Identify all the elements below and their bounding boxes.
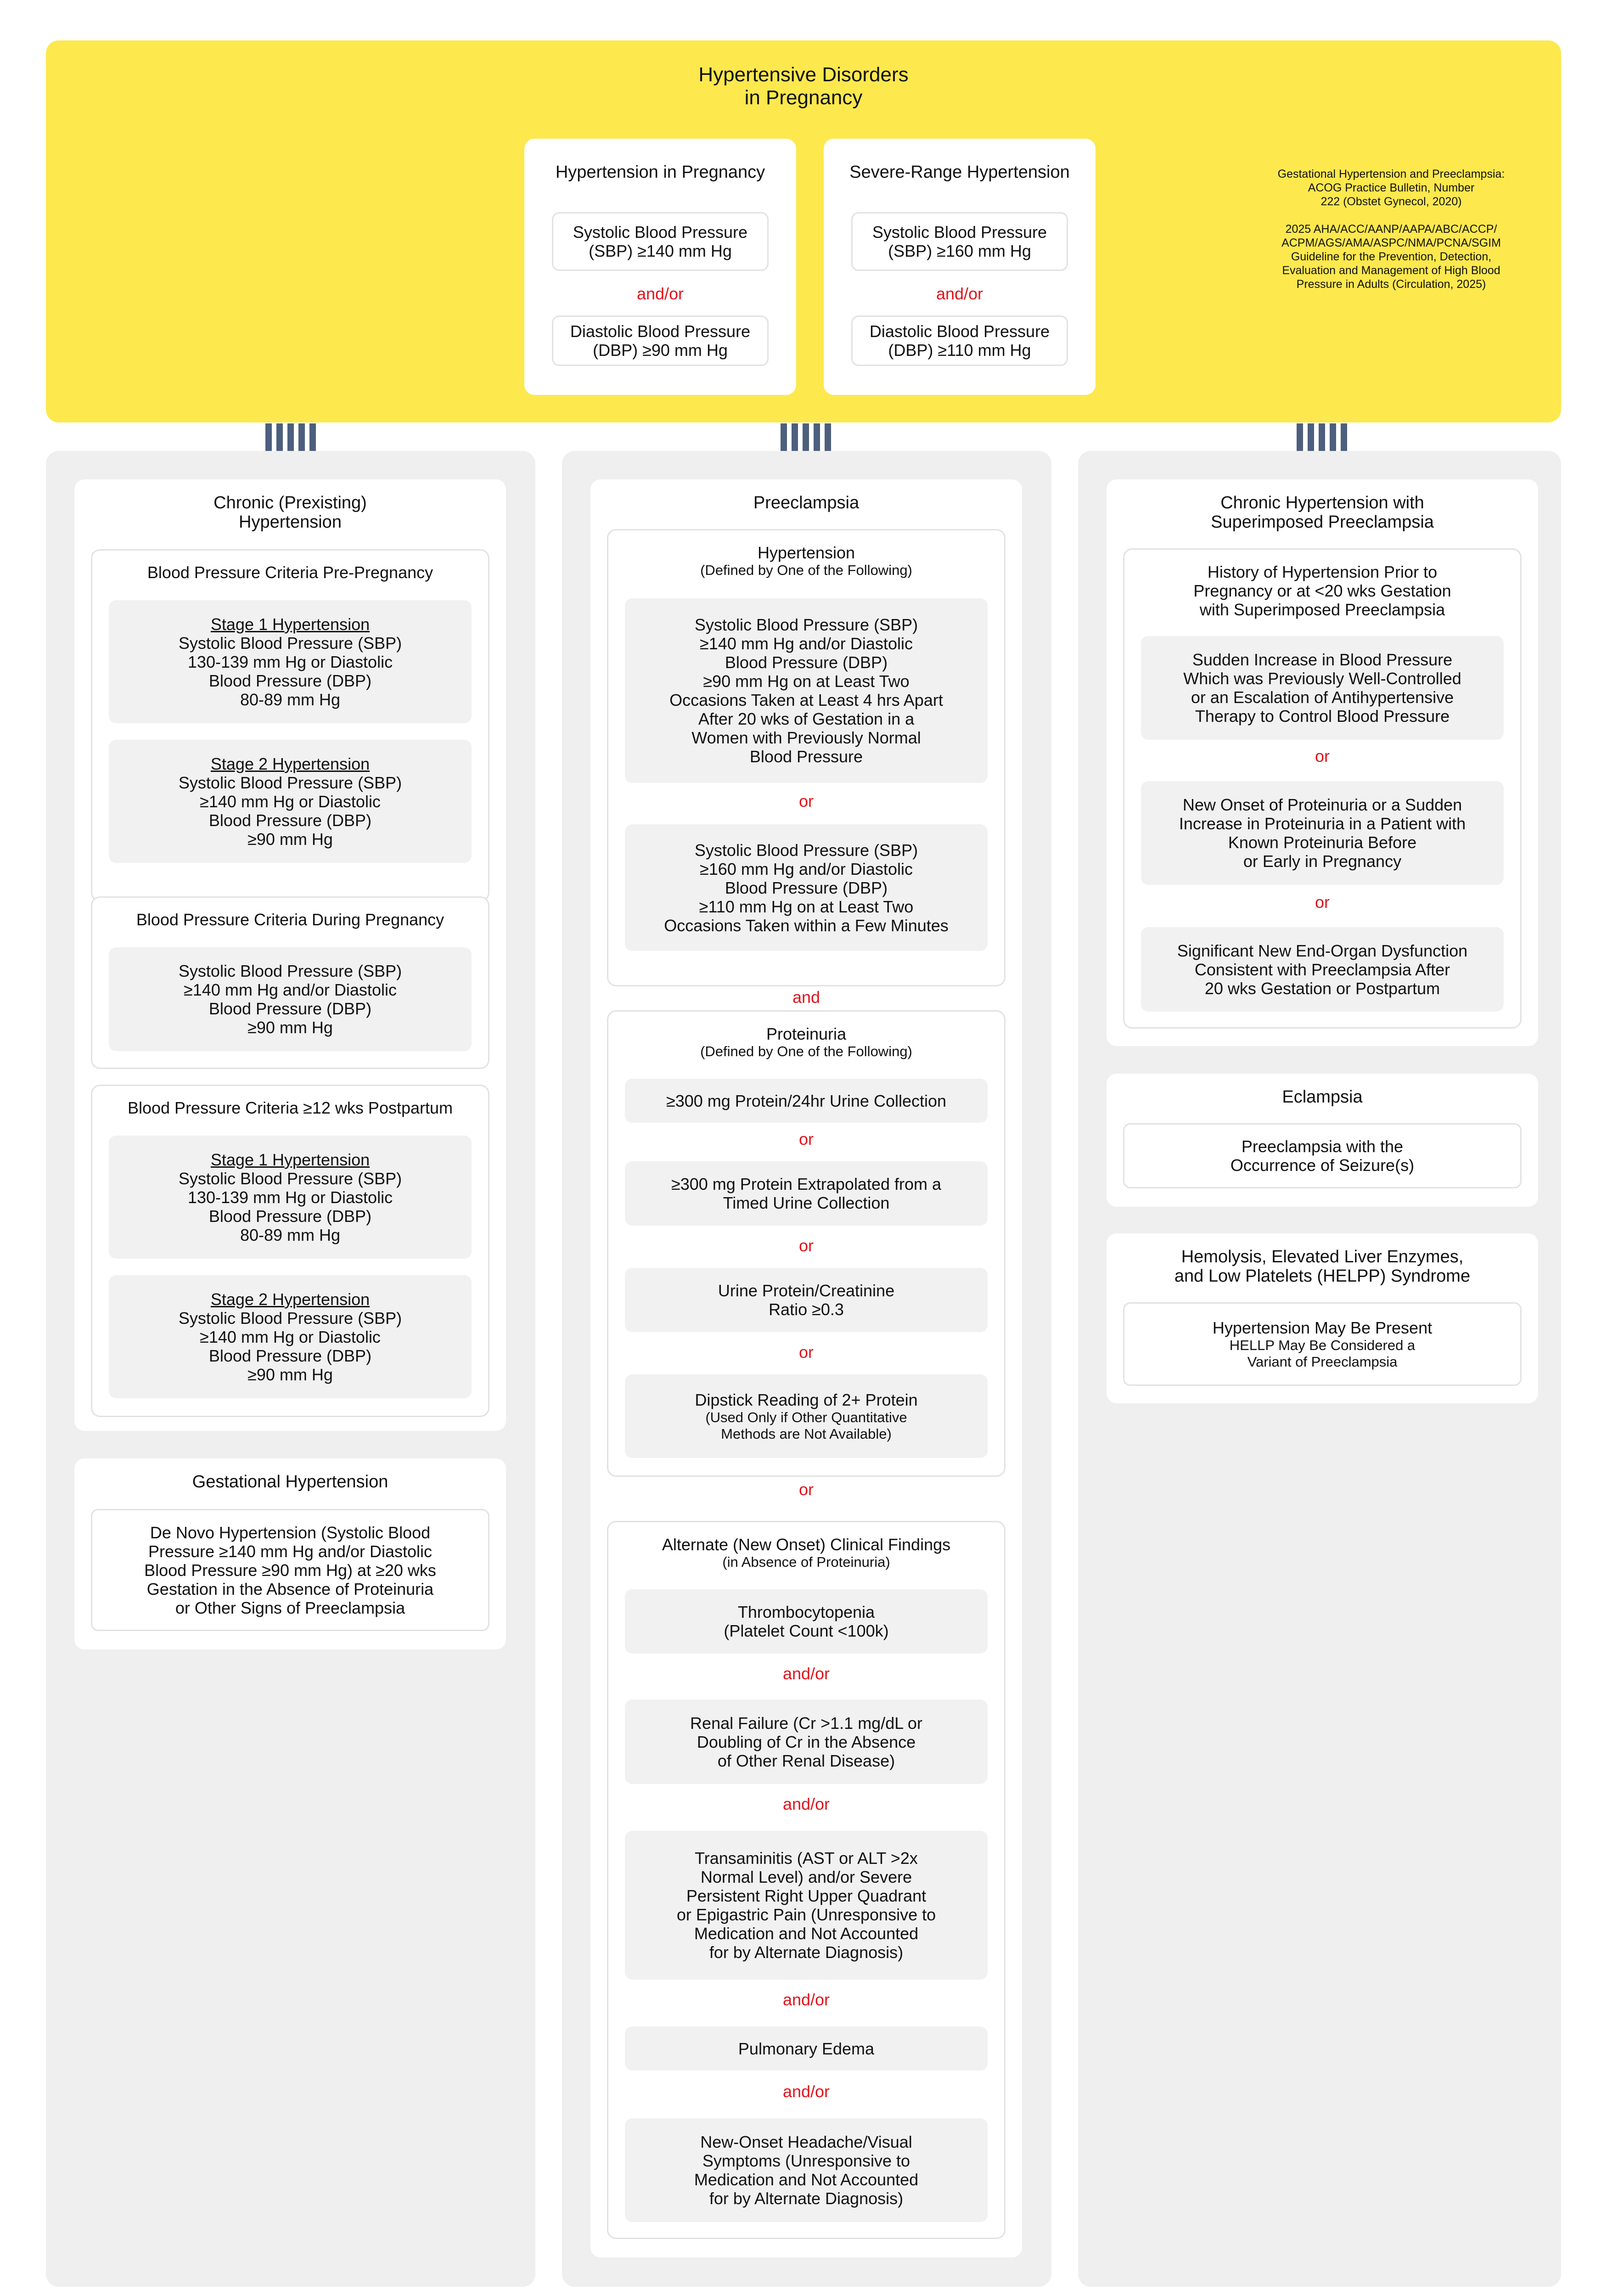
reference-acog: Gestational Hypertension and Preeclampsia: ACOG Practice Bulletin, Number 222 (Obstet Gynecol, 2020): [1277, 168, 1505, 208]
main-title: Hypertensive Disorders in Pregnancy: [698, 63, 909, 109]
hypertension-header: Hypertension (Defined by One of the Following): [700, 543, 912, 578]
alternate-headache-visual: New-Onset Headache/Visual Symptoms (Unresponsive to Medication and Not Accounted for by Alternate Diagnosis): [625, 2118, 988, 2222]
superimposed-criteria-title: History of Hypertension Prior to Pregnancy or at <20 wks Gestation with Superimposed Preeclampsia: [1193, 563, 1451, 619]
during-pregnancy-criteria: [91, 896, 489, 1069]
sbp-box: Systolic Blood Pressure (SBP) ≥140 mm Hg: [552, 212, 769, 271]
connector-or: or: [798, 1343, 814, 1362]
superimposed-preeclampsia-card: [1107, 479, 1538, 1046]
hypertension-option-1: Systolic Blood Pressure (SBP) ≥140 mm Hg and/or Diastolic Blood Pressure (DBP) ≥90 mm Hg on at Least Two Occasions Taken at Least 4 hrs Apart After 20 wks of Gestation in a Women with Previously Normal Blood Pressure: [625, 598, 988, 783]
connector-stripes-right: [1297, 423, 1347, 451]
alternate-thrombocytopenia: Thrombocytopenia (Platelet Count <100k): [625, 1589, 988, 1654]
hellp-box: Hypertension May Be Present HELLP May Be Considered a Variant of Preeclampsia: [1123, 1302, 1522, 1386]
superimposed-option-3: Significant New End-Organ Dysfunction Consistent with Preeclampsia After 20 wks Gestation or Postpartum: [1141, 927, 1504, 1012]
connector-and-or: and/or: [782, 1990, 830, 2009]
reference-aha: 2025 AHA/ACC/AANP/AAPA/ABC/ACCP/ ACPM/AGS/AMA/ASPC/NMA/PCNA/SGIM Guideline for the Prevention, Detection, Evaluation and Management of High Blood Pressure in Adults (Circulation, 2025): [1281, 223, 1501, 291]
connector-or: or: [798, 1236, 814, 1255]
alternate-pulmonary-edema: Pulmonary Edema: [625, 2026, 988, 2071]
hypertension-option-2: Systolic Blood Pressure (SBP) ≥160 mm Hg and/or Diastolic Blood Pressure (DBP) ≥110 mm Hg on at Least Two Occasions Taken within a Few Minutes: [625, 824, 988, 951]
stage1-box: Stage 1 Hypertension Systolic Blood Pressure (SBP) 130-139 mm Hg or Diastolic Blood Pressure (DBP) 80-89 mm Hg: [109, 600, 472, 723]
eclampsia-box: Preeclampsia with the Occurrence of Seizure(s): [1123, 1123, 1522, 1188]
connector-stripes-center: [781, 423, 831, 451]
connector-and-or: and/or: [782, 2082, 830, 2101]
connector-or: or: [1315, 893, 1330, 912]
preeclampsia-proteinuria: [607, 1010, 1006, 1477]
hellp-title: Hemolysis, Elevated Liver Enzymes, and Low Platelets (HELPP) Syndrome: [1174, 1247, 1471, 1286]
proteinuria-option-2: ≥300 mg Protein Extrapolated from a Timed Urine Collection: [625, 1161, 988, 1226]
alternate-renal-failure: Renal Failure (Cr >1.1 mg/dL or Doubling of Cr in the Absence of Other Renal Disease): [625, 1699, 988, 1784]
connector-and-or: and/or: [936, 284, 983, 303]
preeclampsia-card: [590, 479, 1022, 2257]
gestational-hypertension-box: De Novo Hypertension (Systolic Blood Pressure ≥140 mm Hg and/or Diastolic Blood Pressure ≥90 mm Hg) at ≥20 wks Gestation in the Absence of Proteinuria or Other Signs of Preeclampsia: [91, 1509, 489, 1631]
superimposed-criteria: [1123, 548, 1522, 1029]
proteinuria-option-4: Dipstick Reading of 2+ Protein (Used Only if Other Quantitative Methods are Not Available): [625, 1374, 988, 1458]
superimposed-option-2: New Onset of Proteinuria or a Sudden Increase in Proteinuria in a Patient with Known Proteinuria Before or Early in Pregnancy: [1141, 781, 1504, 885]
during-pregnancy-title: Blood Pressure Criteria During Pregnancy: [136, 910, 444, 929]
dbp-box: Diastolic Blood Pressure (DBP) ≥90 mm Hg: [552, 315, 769, 366]
eclampsia-title: Eclampsia: [1282, 1087, 1363, 1107]
hypertension-in-pregnancy-card: [524, 139, 796, 395]
pre-pregnancy-criteria: [91, 549, 489, 902]
chronic-hypertension-card: [74, 479, 506, 1431]
connector-stripes-left: [265, 423, 316, 451]
eclampsia-card: [1107, 1074, 1538, 1207]
alternate-header: Alternate (New Onset) Clinical Findings (in Absence of Proteinuria): [662, 1535, 951, 1570]
during-pregnancy-box: Systolic Blood Pressure (SBP) ≥140 mm Hg and/or Diastolic Blood Pressure (DBP) ≥90 mm Hg: [109, 947, 472, 1051]
preeclampsia-title: Preeclampsia: [753, 493, 860, 512]
card-title: Hypertension in Pregnancy: [555, 163, 765, 182]
superimposed-title: Chronic Hypertension with Superimposed Preeclampsia: [1211, 493, 1434, 532]
proteinuria-option-1: ≥300 mg Protein/24hr Urine Collection: [625, 1079, 988, 1123]
preeclampsia-alternate-findings: [607, 1521, 1006, 2239]
stage1-heading: Stage 1 Hypertension: [210, 614, 370, 634]
proteinuria-header: Proteinuria (Defined by One of the Following): [700, 1024, 912, 1059]
stage2-heading: Stage 2 Hypertension: [210, 1289, 370, 1309]
alternate-transaminitis: Transaminitis (AST or ALT >2x Normal Level) and/or Severe Persistent Right Upper Quadrant or Epigastric Pain (Unresponsive to Medication and Not Accounted for by Alternate Diagnosis): [625, 1831, 988, 1980]
dbp-box: Diastolic Blood Pressure (DBP) ≥110 mm Hg: [851, 315, 1068, 366]
connector-or: or: [1315, 747, 1330, 765]
hellp-card: [1107, 1233, 1538, 1403]
proteinuria-option-3: Urine Protein/Creatinine Ratio ≥0.3: [625, 1268, 988, 1332]
sbp-box: Systolic Blood Pressure (SBP) ≥160 mm Hg: [851, 212, 1068, 271]
connector-or: or: [798, 1480, 814, 1499]
stage2-heading: Stage 2 Hypertension: [210, 754, 370, 773]
connector-or: or: [798, 792, 814, 810]
connector-and-or: and/or: [782, 1795, 830, 1813]
gestational-hypertension-card: [74, 1458, 506, 1649]
connector-and-or: and/or: [636, 284, 684, 303]
postpartum-criteria: [91, 1085, 489, 1417]
stage2-box: Stage 2 Hypertension Systolic Blood Pressure (SBP) ≥140 mm Hg or Diastolic Blood Pressure (DBP) ≥90 mm Hg: [109, 1275, 472, 1398]
preeclampsia-hypertension: [607, 529, 1006, 986]
connector-and: and: [792, 988, 820, 1007]
card-title: Severe-Range Hypertension: [849, 163, 1070, 182]
postpartum-title: Blood Pressure Criteria ≥12 wks Postpartum: [127, 1098, 453, 1117]
connector-and-or: and/or: [782, 1664, 830, 1683]
stage2-box: Stage 2 Hypertension Systolic Blood Pressure (SBP) ≥140 mm Hg or Diastolic Blood Pressure (DBP) ≥90 mm Hg: [109, 740, 472, 863]
connector-or: or: [798, 1130, 814, 1148]
stage1-heading: Stage 1 Hypertension: [210, 1150, 370, 1169]
stage1-box: Stage 1 Hypertension Systolic Blood Pressure (SBP) 130-139 mm Hg or Diastolic Blood Pressure (DBP) 80-89 mm Hg: [109, 1136, 472, 1259]
chronic-hypertension-title: Chronic (Prexisting) Hypertension: [214, 493, 367, 532]
gestational-hypertension-title: Gestational Hypertension: [192, 1472, 388, 1491]
references: [1231, 167, 1552, 291]
pre-pregnancy-title: Blood Pressure Criteria Pre-Pregnancy: [147, 563, 433, 582]
severe-range-hypertension-card: [824, 139, 1096, 395]
superimposed-option-1: Sudden Increase in Blood Pressure Which was Previously Well-Controlled or an Escalation of Antihypertensive Therapy to Control Blood Pressure: [1141, 636, 1504, 740]
